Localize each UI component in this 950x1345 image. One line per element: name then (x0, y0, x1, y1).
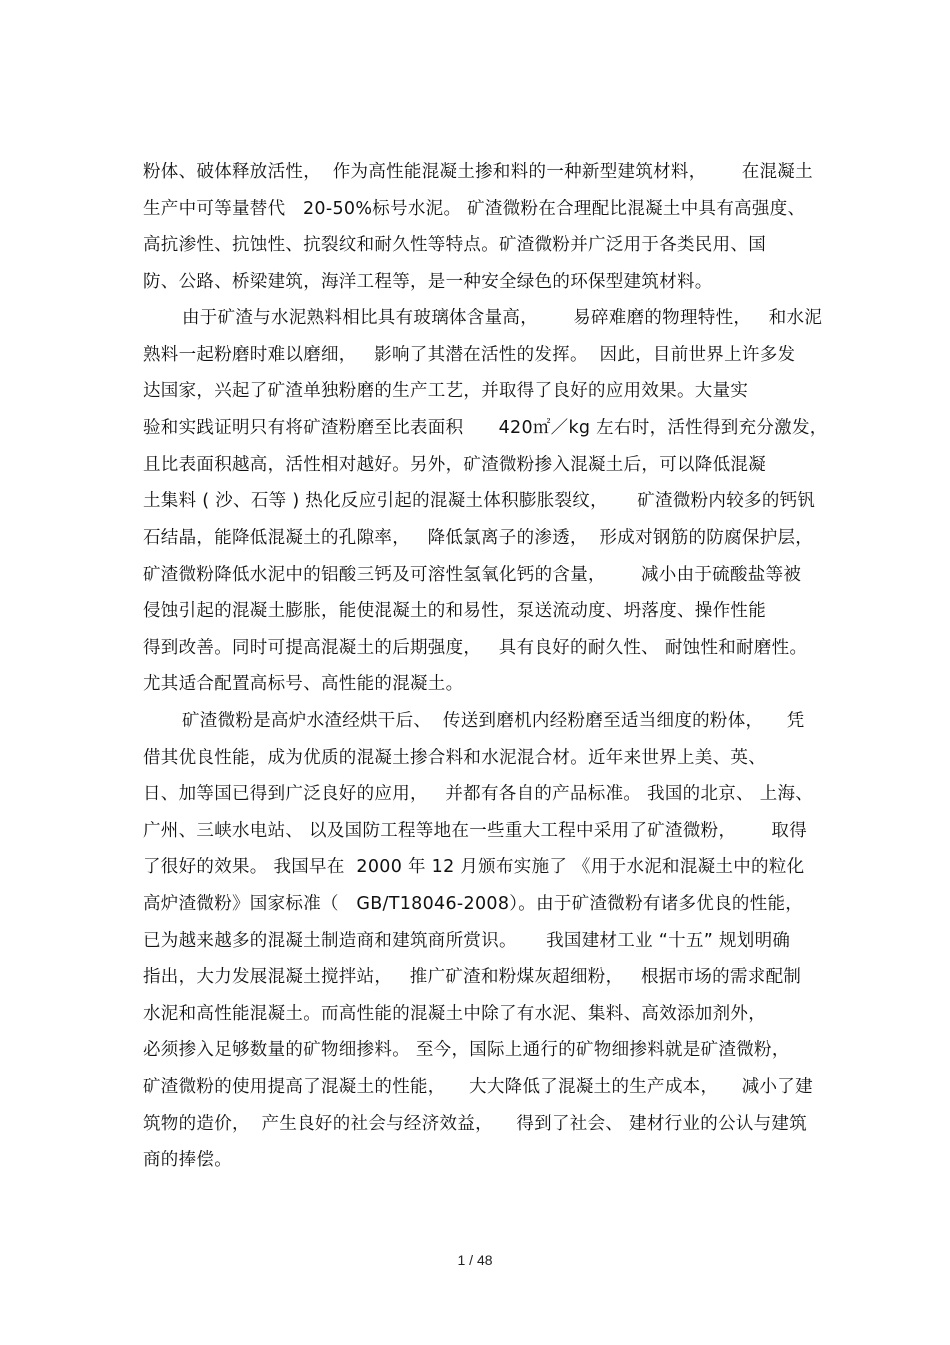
text-line: 日、加等国已得到广泛良好的应用， 并都有各自的产品标准。 我国的北京、 上海、 (143, 784, 814, 804)
text-line: 石结晶，能降低混凝土的孔隙率， 降低氯离子的渗透， 形成对钢筋的防腐保护层， (143, 528, 814, 548)
text-line: 得到改善。同时可提高混凝土的后期强度， 具有良好的耐久性、 耐蚀性和耐磨性。 (143, 638, 808, 658)
text-line: 水泥和高性能混凝土。而高性能的混凝土中除了有水泥、集料、高效添加剂外， (143, 1004, 766, 1024)
text-line: 尤其适合配置高标号、高性能的混凝土。 (143, 674, 464, 694)
text-line: 粉体、破体释放活性， 作为高性能混凝土掺和料的一种新型建筑材料， 在混凝土 (143, 162, 813, 182)
text-line: 借其优良性能，成为优质的混凝土掺合料和水泥混合材。近年来世界上美、英、 (143, 748, 766, 768)
text-line: 熟料一起粉磨时难以磨细， 影响了其潜在活性的发挥。 因此，目前世界上许多发 (143, 345, 796, 365)
text-line: 必须掺入足够数量的矿物细掺料。 至今，国际上通行的矿物细掺料就是矿渣微粉， (143, 1040, 790, 1060)
text-line: 生产中可等量替代 20-50%标号水泥。 矿渣微粉在合理配比混凝土中具有高强度、 (143, 199, 806, 219)
text-line: 指出，大力发展混凝土搅拌站， 推广矿渣和粉煤灰超细粉， 根据市场的需求配制 (143, 967, 802, 987)
text-line: 高抗渗性、抗蚀性、抗裂纹和耐久性等特点。矿渣微粉并广泛用于各类民用、国 (143, 235, 766, 255)
text-line: 商的捧偿。 (143, 1150, 232, 1170)
text-line: 了很好的效果。 我国早在 2000 年 12 月颁布实施了 《用于水泥和混凝土中的粒化 (143, 857, 805, 877)
text-line: 土集料 ( 沙、石等 ) 热化反应引起的混凝土体积膨胀裂纹， 矿渣微粉内较多的钙钒 (143, 491, 816, 511)
text-line: 广州、三峡水电站、 以及国防工程等地在一些重大工程中采用了矿渣微粉， 取得 (143, 821, 808, 841)
paragraph-start-line: 矿渣微粉是高炉水渣经烘干后、 传送到磨机内经粉磨至适当细度的粉体， 凭 (182, 711, 805, 731)
text-line: 矿渣微粉的使用提高了混凝土的性能， 大大降低了混凝土的生产成本， 减小了建 (143, 1077, 813, 1097)
text-line: 防、公路、桥梁建筑，海洋工程等，是一种安全绿色的环保型建筑材料。 (143, 272, 713, 292)
text-line: 达国家，兴起了矿渣单独粉磨的生产工艺，并取得了良好的应用效果。大量实 (143, 381, 749, 401)
text-line: 且比表面积越高，活性相对越好。另外，矿渣微粉掺入混凝土后，可以降低混凝 (143, 455, 766, 475)
page-number: 1 / 48 (457, 1252, 493, 1268)
text-line: 侵蚀引起的混凝土膨胀，能使混凝土的和易性，泵送流动度、坍落度、操作性能 (143, 601, 766, 621)
paragraph-start-line: 由于矿渣与水泥熟料相比具有玻璃体含量高， 易碎难磨的物理特性， 和水泥 (182, 308, 823, 328)
text-line: 矿渣微粉降低水泥中的铝酸三钙及可溶性氢氧化钙的含量， 减小由于硫酸盐等被 (143, 565, 802, 585)
text-line: 筑物的造价， 产生良好的社会与经济效益， 得到了社会、 建材行业的公认与建筑 (143, 1114, 808, 1134)
text-line: 高炉渣微粉》国家标准（ GB/T18046-2008）。由于矿渣微粉有诸多优良的性能， (143, 894, 804, 914)
text-line: 验和实践证明只有将矿渣粉磨至比表面积 420㎡／kg 左右时，活性得到充分激发， (143, 418, 828, 438)
text-line: 已为越来越多的混凝土制造商和建筑商所赏识。 我国建材工业 “十五” 规划明确 (143, 931, 791, 951)
